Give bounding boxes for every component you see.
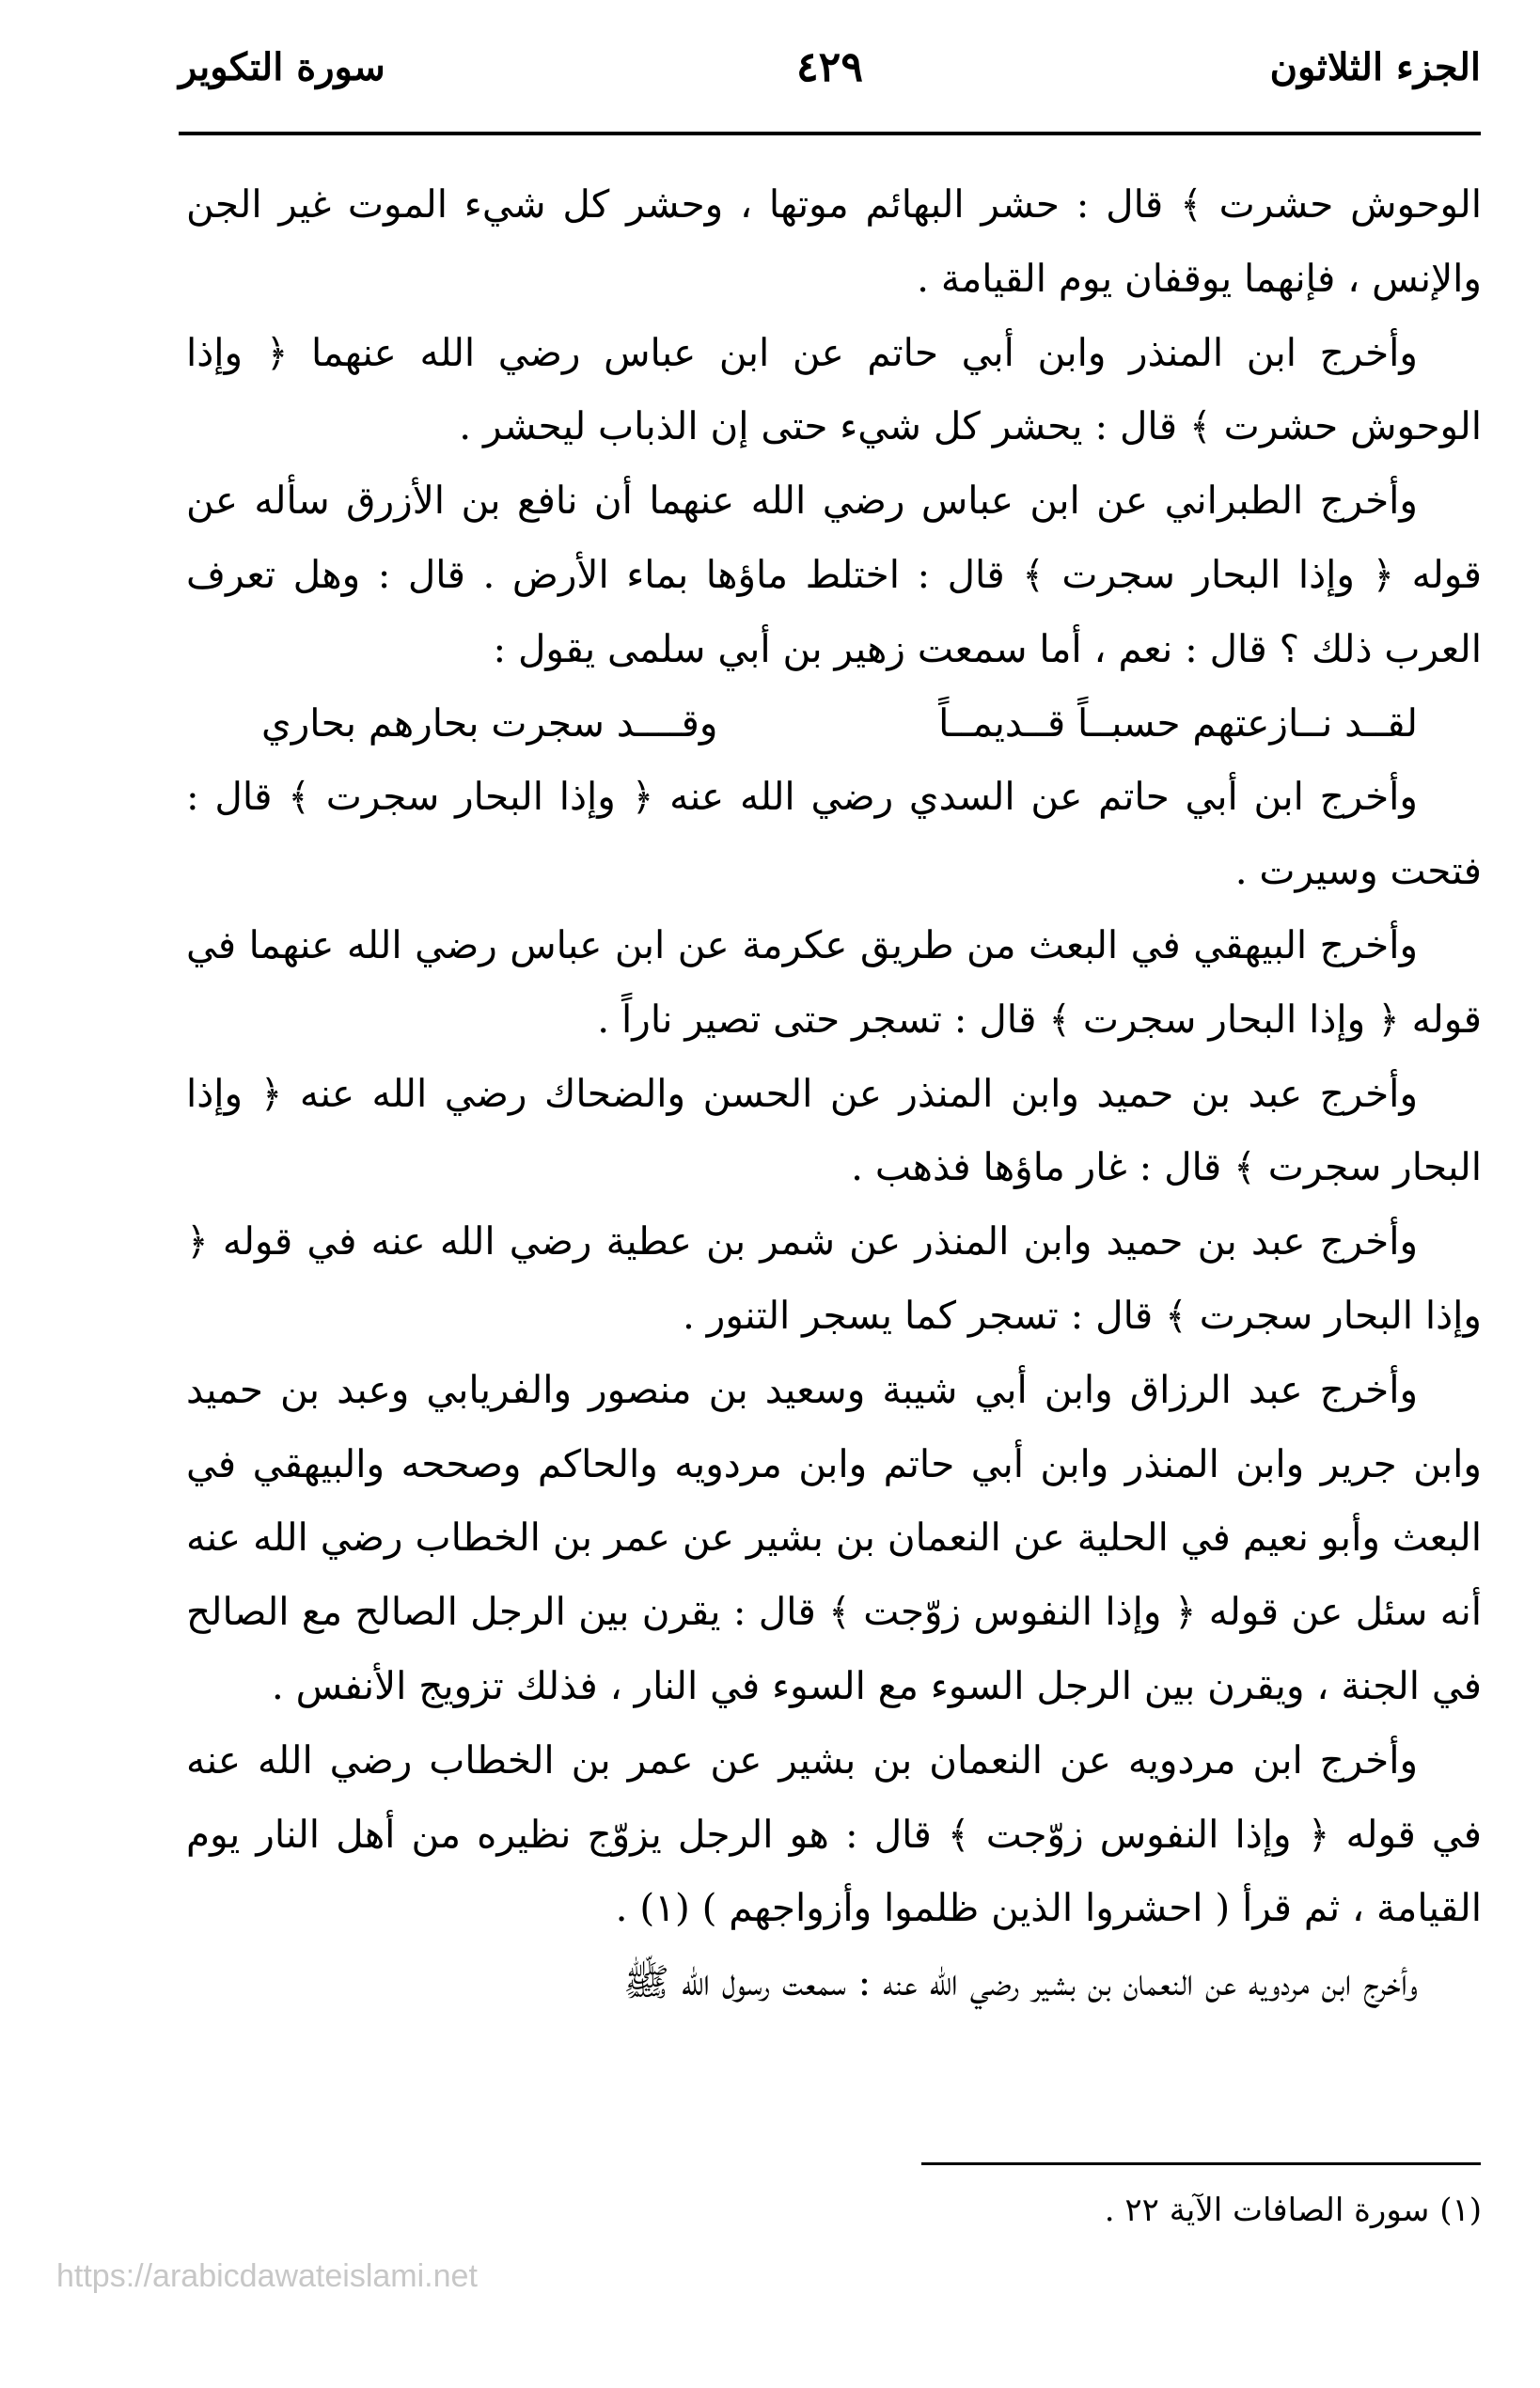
paragraph-2: وأخرج ابن المنذر وابن أبي حاتم عن ابن عباس رضي الله عنهما ﴿ وإذا الوحوش حشرت ﴾ قال : يحشر كل شيء حتى إن الذباب ليحشر . (186, 329, 1482, 449)
paragraph-7: وأخرج عبد بن حميد وابن المنذر عن شمر بن عطية رضي الله عنه في قوله ﴿ وإذا البحار سجرت ﴾ قال : تسجر كما يسجر التنور . (186, 1218, 1482, 1338)
page-number: ٤٢٩ (796, 43, 863, 91)
page-header (179, 38, 1481, 103)
paragraph-4: وأخرج ابن أبي حاتم عن السدي رضي الله عنه ﴿ وإذا البحار سجرت ﴾ قال : فتحت وسيرت . (186, 774, 1482, 894)
juz-label: الجزء الثلاثون (1269, 45, 1481, 89)
paragraph-6: وأخرج عبد بن حميد وابن المنذر عن الحسن والضحاك رضي الله عنه ﴿ وإذا البحار سجرت ﴾ قال : غار ماؤها فذهب . (186, 1070, 1482, 1190)
verse-second-hemistich: وقــــد سجرت بحارهم بحاري (261, 699, 718, 746)
surah-label: سورة التكوير (179, 45, 385, 89)
paragraph-10: وأخرج ابن مردويه عن النعمان بن بشير رضي الله عنه : سمعت رسول الله ﷺ (622, 1959, 1418, 2005)
verse-first-hemistich: لقــد نــازعتهم حسبــاً قــديمــاً (938, 699, 1418, 746)
paragraph-9: وأخرج ابن مردويه عن النعمان بن بشير عن عمر بن الخطاب رضي الله عنه في قوله ﴿ وإذا النفوس زوّجت ﴾ قال : هو الرجل يزوّج نظيره من أهل النار يوم القيامة ، ثم قرأ ( احشروا الذين ظلموا وأزواجهم ) (١) . (186, 1736, 1482, 1931)
footnote-rule (921, 2162, 1481, 2165)
header-rule (179, 132, 1481, 135)
paragraph-5: وأخرج البيهقي في البعث من طريق عكرمة عن ابن عباس رضي الله عنهما في قوله ﴿ وإذا البحار سجرت ﴾ قال : تسجر حتى تصير ناراً . (186, 921, 1482, 1042)
paragraph-8: وأخرج عبد الرزاق وابن أبي شيبة وسعيد بن منصور والفريابي وعبد بن حميد وابن جرير وابن المنذر وابن أبي حاتم وابن مردويه والحاكم وصححه والبيهقي في البعث وأبو نعيم في الحلية عن النعمان بن بشير عن عمر بن الخطاب رضي الله عنه أنه سئل عن قوله ﴿ وإذا النفوس زوّجت ﴾ قال : يقرن بين الرجل الصالح مع الصالح في الجنة ، ويقرن بين الرجل السوء مع السوء في النار ، فذلك تزويج الأنفس . (186, 1366, 1482, 1708)
page-body (186, 167, 1482, 2019)
watermark-url: https://arabicdawateislami.net (56, 2258, 478, 2294)
poetry-verse (261, 686, 1418, 761)
paragraph-1: الوحوش حشرت ﴾ قال : حشر البهائم موتها ، وحشر كل شيء الموت غير الجن والإنس ، فإنهما يوقفان يوم القيامة . (186, 181, 1482, 301)
footnote: (١) سورة الصافات الآية ٢٢ . (1104, 2192, 1482, 2229)
paragraph-3: وأخرج الطبراني عن ابن عباس رضي الله عنهما أن نافع بن الأزرق سأله عن قوله ﴿ وإذا البحار سجرت ﴾ قال : اختلط ماؤها بماء الأرض . قال : وهل تعرف العرب ذلك ؟ قال : نعم ، أما سمعت زهير بن أبي سلمى يقول : (186, 478, 1482, 671)
